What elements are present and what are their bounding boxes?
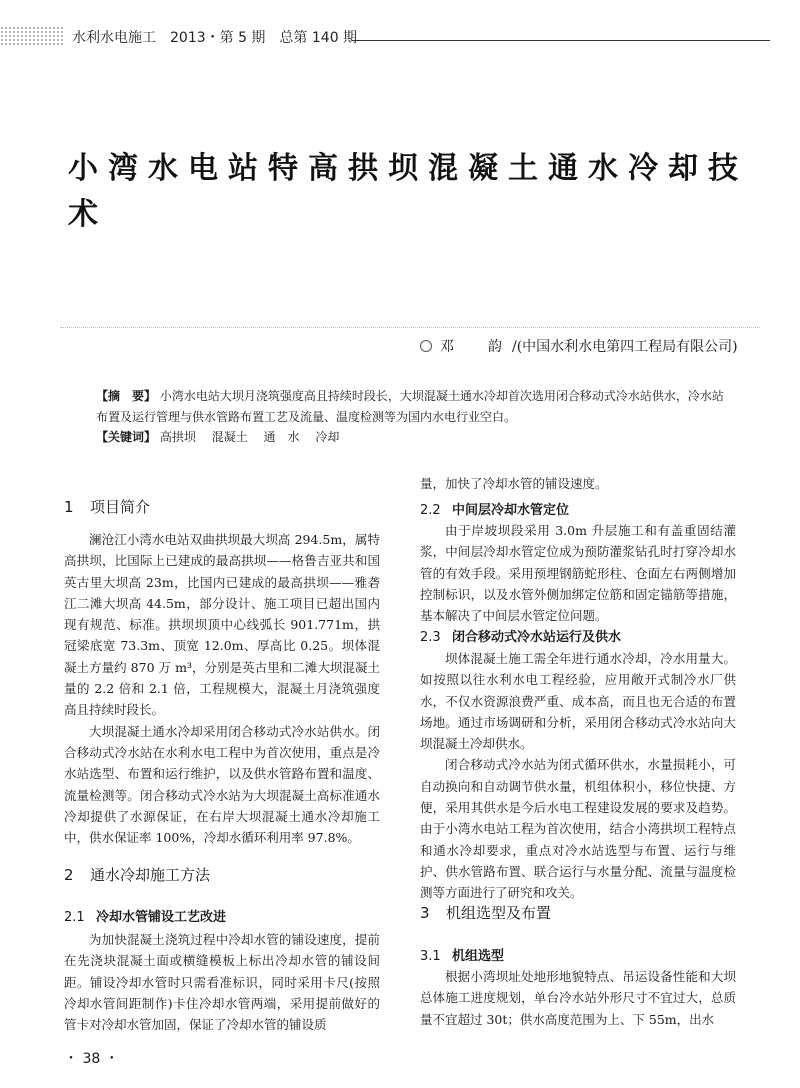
author-bullet-icon — [420, 340, 432, 352]
page-number: ・ 38 ・ — [64, 1051, 119, 1067]
header-rule — [352, 40, 770, 41]
paragraph: 为加快混凝土浇筑过程中冷却水管的铺设速度，提前在先浇块混凝土面或横缝模板上标出冷却水管的铺设间距。铺设冷却水管时只需看准标识，同时采用卡尺(按照冷却水管间距制作)卡住冷却水管两端，采用提前做好的管卡对冷却水管加固，保证了冷却水管的铺设质 — [64, 932, 380, 1033]
section-2-3-body — [420, 648, 736, 904]
paragraph: 闭合移动式冷水站为闭式循环供水，水量损耗小，可自动换向和自动调节供水量，机组体积小，移位快捷、方便，采用其供水是今后水电工程建设发展的要求及趋势。由于小湾水电站工程为首次使用，结合小湾拱坝工程特点和通水冷却要求，重点对冷水站选型与布置、运行与维护、供水管路布置、联合运行与水量分配、流量与温度检测等方面进行了研究和攻关。 — [420, 757, 736, 901]
section-3-1-heading: 3.1 机组选型 — [420, 949, 505, 964]
keywords-list — [160, 430, 352, 444]
abstract-label: 【摘 要】 — [96, 389, 157, 403]
keyword: 通 水 — [263, 430, 300, 444]
separator-dotted-line — [60, 327, 760, 328]
section-3-1-body — [420, 966, 736, 1030]
section-2-heading: 2 通水冷却施工方法 — [64, 866, 211, 884]
author-affiliation: /(中国水利水电第四工程局有限公司) — [512, 339, 738, 355]
keywords-label: 【关键词】 — [96, 430, 157, 444]
section-2-2-heading: 2.2 中间层冷却水管定位 — [420, 503, 570, 518]
author-name: 邓 韵 — [440, 339, 512, 355]
paragraph: 量，加快了冷却水管的铺设速度。 — [420, 476, 608, 491]
section-1-body — [64, 529, 380, 848]
article-title: 小湾水电站特高拱坝混凝土通水冷却技术 — [68, 151, 748, 232]
section-3-heading: 3 机组选型及布置 — [420, 904, 552, 922]
paragraph: 由于岸坡坝段采用 3.0m 升层施工和有盖重固结灌浆，中间层冷却水管定位成为预防灌浆钻孔时打穿冷却水管的有效手段。采用预埋钢筋蛇形柱、仓面左右两侧增加控制标识，以及水管外侧加绑定位筋和固定锚筋等措施，基本解决了中间层水管定位问题。 — [420, 523, 736, 624]
keyword: 混凝土 — [211, 430, 248, 444]
keywords-block — [96, 428, 351, 445]
author-line — [420, 336, 738, 356]
keyword: 冷却 — [315, 430, 340, 444]
section-2-2-body — [420, 520, 736, 626]
journal-header: 水利水电施工 2013・第 5 期 总第 140 期 — [72, 30, 358, 46]
section-2-1-body — [64, 929, 380, 1035]
keyword: 高拱坝 — [159, 430, 196, 444]
section-1-heading: 1 项目简介 — [64, 498, 151, 516]
paragraph: 大坝混凝土通水冷却采用闭合移动式冷水站供水。闭合移动式冷水站在水利水电工程中为首次使用，重点是冷水站选型、布置和运行维护，以及供水管路布置和温度、流量检测等。闭合移动式冷水站为大坝混凝土高标准通水冷却提供了水源保证，在右岸大坝混凝土通水冷却施工中，供水保证率 100%，冷却水循环利用率 97.8%。 — [64, 723, 380, 846]
continued-text — [420, 473, 736, 494]
header-dot-pattern — [0, 26, 64, 46]
abstract-block — [96, 386, 726, 428]
paragraph: 坝体混凝土施工需全年进行通水冷却，冷水用量大。如按照以往水利水电工程经验，应用敞开式制冷水厂供水，不仅水资源浪费严重、成本高，而且也无合适的布置场地。通过市场调研和分析，采用闭合移动式冷水站向大坝混凝土冷却供水。 — [420, 651, 736, 752]
abstract-text: 小湾水电站大坝月浇筑强度高且持续时段长，大坝混凝土通水冷却首次选用闭合移动式冷水站供水，冷水站布置及运行管理与供水管路布置工艺及流量、温度检测等为国内水电行业空白。 — [96, 389, 724, 424]
section-2-3-heading: 2.3 闭合移动式冷水站运行及供水 — [420, 630, 622, 645]
section-2-1-heading: 2.1 冷却水管铺设工艺改进 — [64, 910, 227, 925]
paragraph: 根据小湾坝址处地形地貌特点、吊运设备性能和大坝总体施工进度规划，单台冷水站外形尺寸不宜过大，总质量不宜超过 30t；供水高度范围为上、下 55m，出水 — [420, 969, 736, 1027]
paragraph: 澜沧江小湾水电站双曲拱坝最大坝高 294.5m，属特高拱坝，比国际上已建成的最高拱坝——格鲁吉亚共和国英古里大坝高 23m，比国内已建成的最高拱坝——雅砻江二滩大坝高 44.5m，部分设计、施工项目已超出国内现有规范、标准。拱坝坝顶中心线弧长 901.771m，拱冠梁底宽 73.3m、顶宽 12.0m、厚高比 0.25。坝体混凝土方量约 870 万 m³，分别是英古里和二滩大坝混凝土量的 2.2 倍和 2.1 倍，工程规模大，混凝土月浇筑强度高且持续时段长。 — [64, 532, 380, 718]
